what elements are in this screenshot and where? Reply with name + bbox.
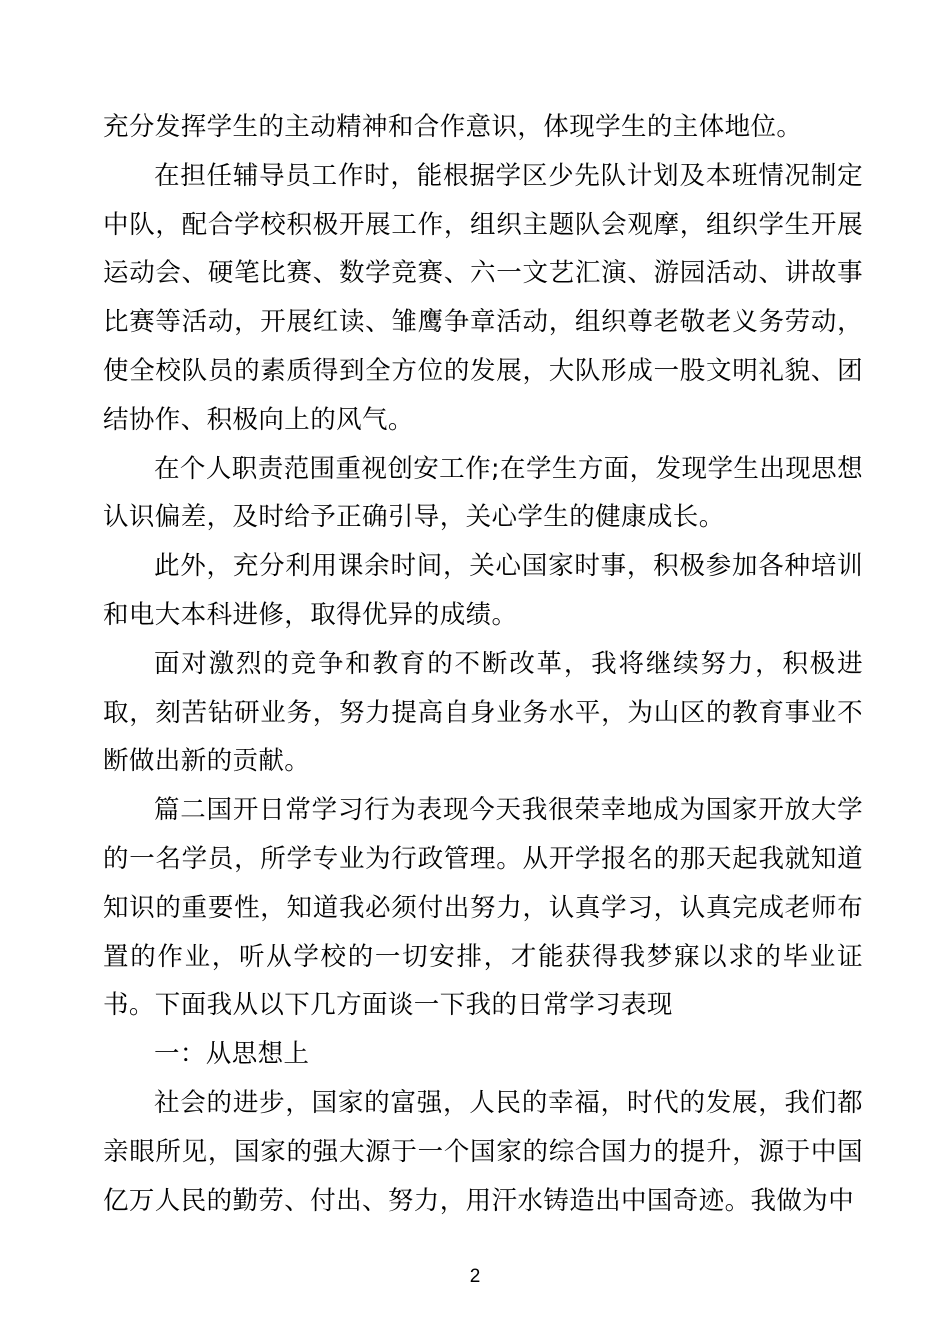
paragraph-continuation: 充分发挥学生的主动精神和合作意识，体现学生的主体地位。 bbox=[103, 112, 803, 142]
paragraph-future-commitment: 面对激烈的竞争和教育的不断改革，我将继续努力，积极进取，刻苦钻研业务，努力提高自身业务水平，为山区的教育事业不断做出新的贡献。 bbox=[103, 648, 863, 777]
page-number: 2 bbox=[469, 1266, 481, 1287]
document-body bbox=[103, 103, 863, 1225]
paragraph-counselor-work: 在担任辅导员工作时，能根据学区少先队计划及本班情况制定中队，配合学校积极开展工作，组织主题队会观摩，组织学生开展运动会、硬笔比赛、数学竞赛、六一文艺汇演、游园活动、讲故事比赛等活动，开展红读、雏鹰争章活动，组织尊老敬老义务劳动，使全校队员的素质得到全方位的发展，大队形成一股文明礼貌、团结协作、积极向上的风气。 bbox=[103, 160, 863, 435]
paragraph-part-two-intro: 篇二国开日常学习行为表现今天我很荣幸地成为国家开放大学的一名学员，所学专业为行政管理。从开学报名的那天起我就知道知识的重要性，知道我必须付出努力，认真学习，认真完成老师布置的作业，听从学校的一切安排，才能获得我梦寐以求的毕业证书。下面我从以下几方面谈一下我的日常学习表现 bbox=[103, 795, 863, 1021]
paragraph-social-progress: 社会的进步，国家的富强，人民的幸福，时代的发展，我们都亲眼所见，国家的强大源于一个国家的综合国力的提升，源于中国亿万人民的勤劳、付出、努力，用汗水铸造出中国奇迹。我做为中 bbox=[103, 1087, 863, 1216]
paragraph-safety-work: 在个人职责范围重视创安工作;在学生方面，发现学生出现思想认识偏差，及时给予正确引导，关心学生的健康成长。 bbox=[103, 453, 863, 533]
section-heading-ideology: 一：从思想上 bbox=[154, 1039, 310, 1070]
paragraph-spare-time-study: 此外，充分利用课余时间，关心国家时事，积极参加各种培训和电大本科进修，取得优异的成绩。 bbox=[103, 551, 863, 630]
